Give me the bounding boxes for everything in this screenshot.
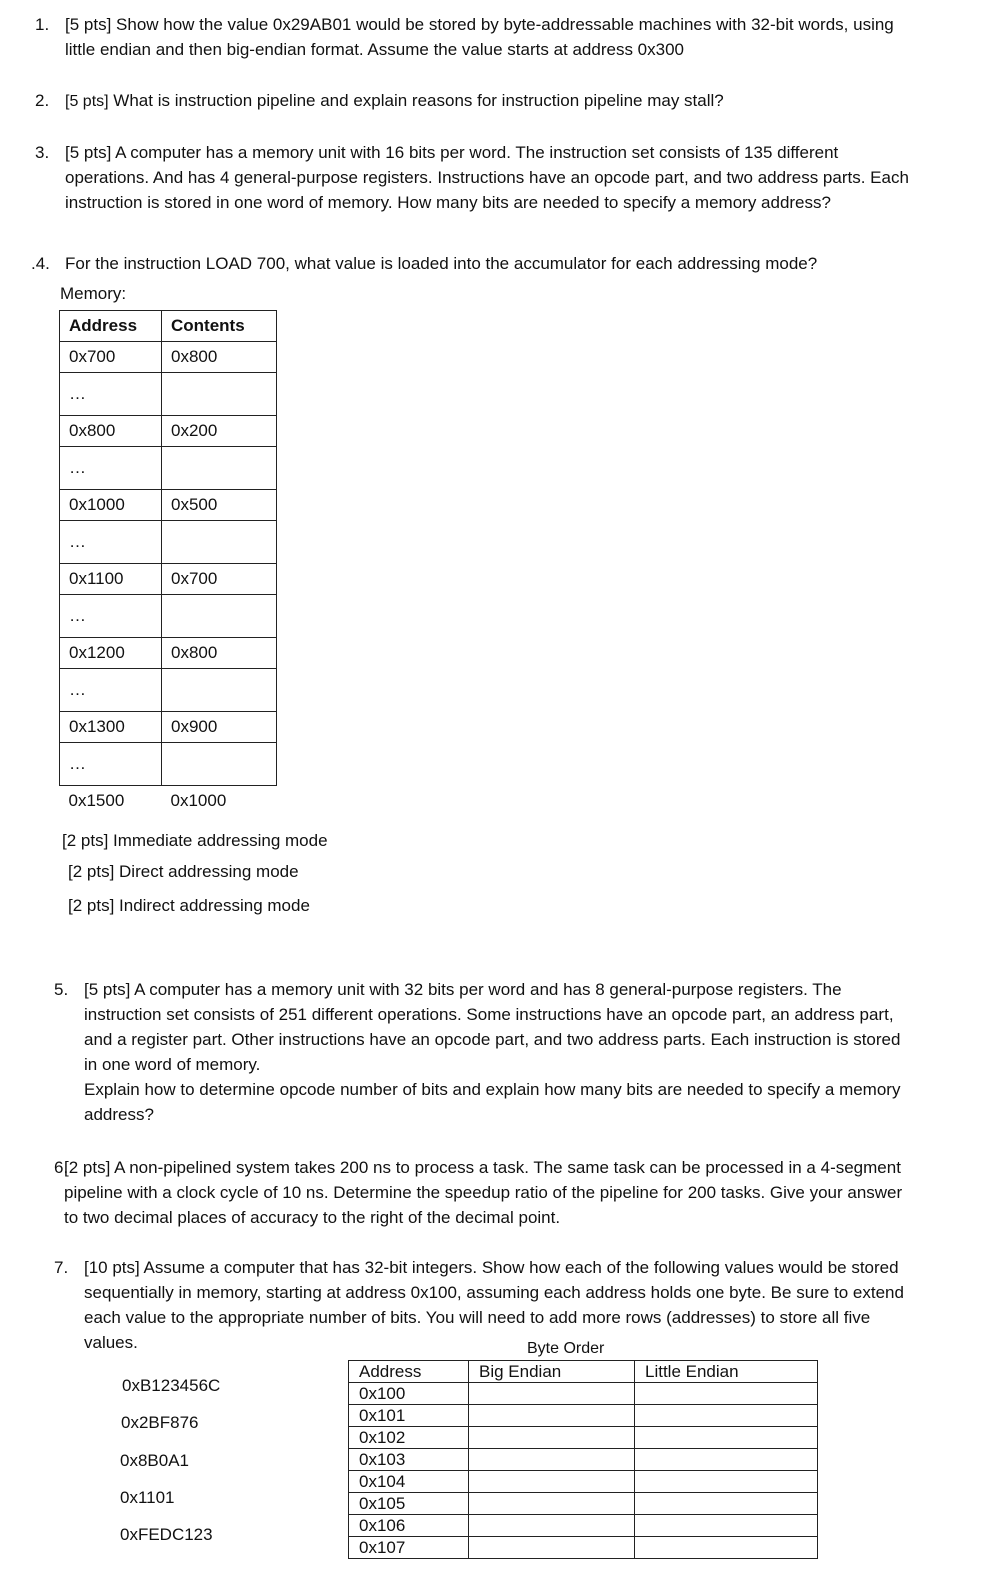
table-header-row — [349, 1361, 818, 1383]
mode-direct: [2 pts] Direct addressing mode — [68, 862, 299, 881]
value-item: 0x8B0A1 — [120, 1451, 189, 1470]
value-item: 0xFEDC123 — [120, 1525, 213, 1544]
table-row — [349, 1383, 818, 1405]
contents-cell: 0x200 — [162, 416, 277, 447]
address-cell: 0x102 — [349, 1427, 469, 1449]
value-item: 0x2BF876 — [121, 1413, 199, 1432]
ellipsis-cell: … — [60, 669, 162, 712]
big-endian-cell — [469, 1471, 635, 1493]
address-cell: 0x800 — [60, 416, 162, 447]
little-endian-cell — [635, 1405, 818, 1427]
table-row — [60, 712, 277, 743]
question-text: What is instruction pipeline and explain reasons for instruction pipeline may stall? — [108, 91, 724, 110]
little-endian-cell — [635, 1427, 818, 1449]
address-cell: 0x103 — [349, 1449, 469, 1471]
question-points: [5 pts] — [65, 93, 109, 110]
table-row — [349, 1537, 818, 1559]
question-number: 2. — [35, 91, 50, 110]
contents-cell: 0x800 — [162, 342, 277, 373]
ellipsis-cell: … — [60, 743, 162, 786]
memory-label: Memory: — [60, 284, 127, 303]
question-text: [5 pts] A computer has a memory unit with 16 bits per word. The instruction set consists of 135 different operations. And has 4 general-purpose registers. Instructions have an opcode part, and two address parts. Each instruction is stored in one word of memory. How many bits are needed to specify a memory address? — [65, 143, 909, 212]
table-header-row — [60, 311, 277, 342]
address-cell: 0x1200 — [60, 638, 162, 669]
address-cell: 0x105 — [349, 1493, 469, 1515]
ellipsis-row — [60, 669, 277, 712]
question-text: [5 pts] A computer has a memory unit with 32 bits per word and has 8 general-purpose registers. The instruction set consists of 251 different operations. Some instructions have an opcode part, an address part, and a register part. Other instructions have an opcode part, and two address parts. Each instruction is stored in one word of memory. — [84, 980, 901, 1074]
ellipsis-cell: … — [60, 521, 162, 564]
ellipsis-row — [60, 447, 277, 490]
question-text-continued: Explain how to determine opcode number of bits and explain how many bits are needed to specify a memory address? — [84, 1080, 901, 1124]
address-cell: 0x1500 — [68, 791, 125, 810]
ellipsis-cell: … — [60, 595, 162, 638]
question-number: 5. — [54, 980, 69, 999]
contents-cell: 0x1000 — [170, 791, 227, 810]
ellipsis-cell: … — [60, 373, 162, 416]
table-row — [60, 342, 277, 373]
value-item: 0xB123456C — [122, 1376, 221, 1395]
table-row — [349, 1515, 818, 1537]
empty-cell — [162, 743, 277, 786]
ellipsis-cell: … — [60, 447, 162, 490]
header-contents: Contents — [162, 311, 277, 342]
big-endian-cell — [469, 1427, 635, 1449]
big-endian-cell — [469, 1537, 635, 1559]
big-endian-cell — [469, 1405, 635, 1427]
question-text: [5 pts] Show how the value 0x29AB01 would be stored by byte-addressable machines with 32-bit words, using little endian and then big-endian format. Assume the value starts at address 0x300 — [65, 15, 894, 59]
contents-cell: 0x800 — [162, 638, 277, 669]
address-cell: 0x104 — [349, 1471, 469, 1493]
contents-cell: 0x500 — [162, 490, 277, 521]
table-row — [349, 1471, 818, 1493]
address-cell: 0x106 — [349, 1515, 469, 1537]
mode-indirect: [2 pts] Indirect addressing mode — [68, 896, 310, 915]
question-text: [10 pts] Assume a computer that has 32-bit integers. Show how each of the following values would be stored sequentially in memory, starting at address 0x100, assuming each address holds one byte. Be sure to extend each value to the appropriate number of bits. You will need to add more rows (addresses) to store all five values. — [84, 1258, 904, 1352]
empty-cell — [162, 669, 277, 712]
header-address: Address — [60, 311, 162, 342]
table-row — [349, 1493, 818, 1515]
byte-order-table — [348, 1360, 818, 1559]
mode-immediate: [2 pts] Immediate addressing mode — [62, 831, 328, 850]
address-cell: 0x1300 — [60, 712, 162, 743]
ellipsis-row — [60, 595, 277, 638]
table-row — [349, 1449, 818, 1471]
question-number: 6. — [54, 1158, 69, 1177]
header-little-endian: Little Endian — [635, 1361, 818, 1383]
big-endian-cell — [469, 1515, 635, 1537]
table-row — [60, 416, 277, 447]
ellipsis-row — [60, 521, 277, 564]
little-endian-cell — [635, 1383, 818, 1405]
table-row — [60, 786, 277, 817]
byte-order-caption: Byte Order — [527, 1340, 605, 1357]
header-address: Address — [349, 1361, 469, 1383]
ellipsis-row — [60, 373, 277, 416]
big-endian-cell — [469, 1383, 635, 1405]
question-number: .4. — [31, 254, 50, 273]
header-big-endian: Big Endian — [469, 1361, 635, 1383]
contents-cell: 0x900 — [162, 712, 277, 743]
address-cell: 0x1100 — [60, 564, 162, 595]
contents-cell: 0x700 — [162, 564, 277, 595]
table-row — [349, 1427, 818, 1449]
question-number: 1. — [35, 15, 50, 34]
little-endian-cell — [635, 1471, 818, 1493]
address-cell: 0x1000 — [60, 490, 162, 521]
question-text: [2 pts] A non-pipelined system takes 200 ns to process a task. The same task can be processed in a 4-segment pipeline with a clock cycle of 10 ns. Determine the speedup ratio of the pipeline for 200 tasks. Give your answer to two decimal places of accuracy to the right of the decimal point. — [64, 1158, 903, 1227]
memory-table — [59, 310, 277, 816]
table-row — [60, 490, 277, 521]
little-endian-cell — [635, 1493, 818, 1515]
empty-cell — [162, 373, 277, 416]
little-endian-cell — [635, 1515, 818, 1537]
question-number: 3. — [35, 143, 50, 162]
address-cell: 0x100 — [349, 1383, 469, 1405]
empty-cell — [162, 447, 277, 490]
address-cell: 0x107 — [349, 1537, 469, 1559]
table-row — [349, 1405, 818, 1427]
table-row — [60, 564, 277, 595]
question-text: For the instruction LOAD 700, what value is loaded into the accumulator for each addressing mode? — [65, 254, 818, 273]
little-endian-cell — [635, 1537, 818, 1559]
empty-cell — [162, 595, 277, 638]
value-item: 0x1101 — [120, 1488, 175, 1507]
big-endian-cell — [469, 1493, 635, 1515]
ellipsis-row — [60, 743, 277, 786]
little-endian-cell — [635, 1449, 818, 1471]
table-row — [60, 638, 277, 669]
question-number: 7. — [54, 1258, 69, 1277]
big-endian-cell — [469, 1449, 635, 1471]
empty-cell — [162, 521, 277, 564]
address-cell: 0x101 — [349, 1405, 469, 1427]
address-cell: 0x700 — [60, 342, 162, 373]
